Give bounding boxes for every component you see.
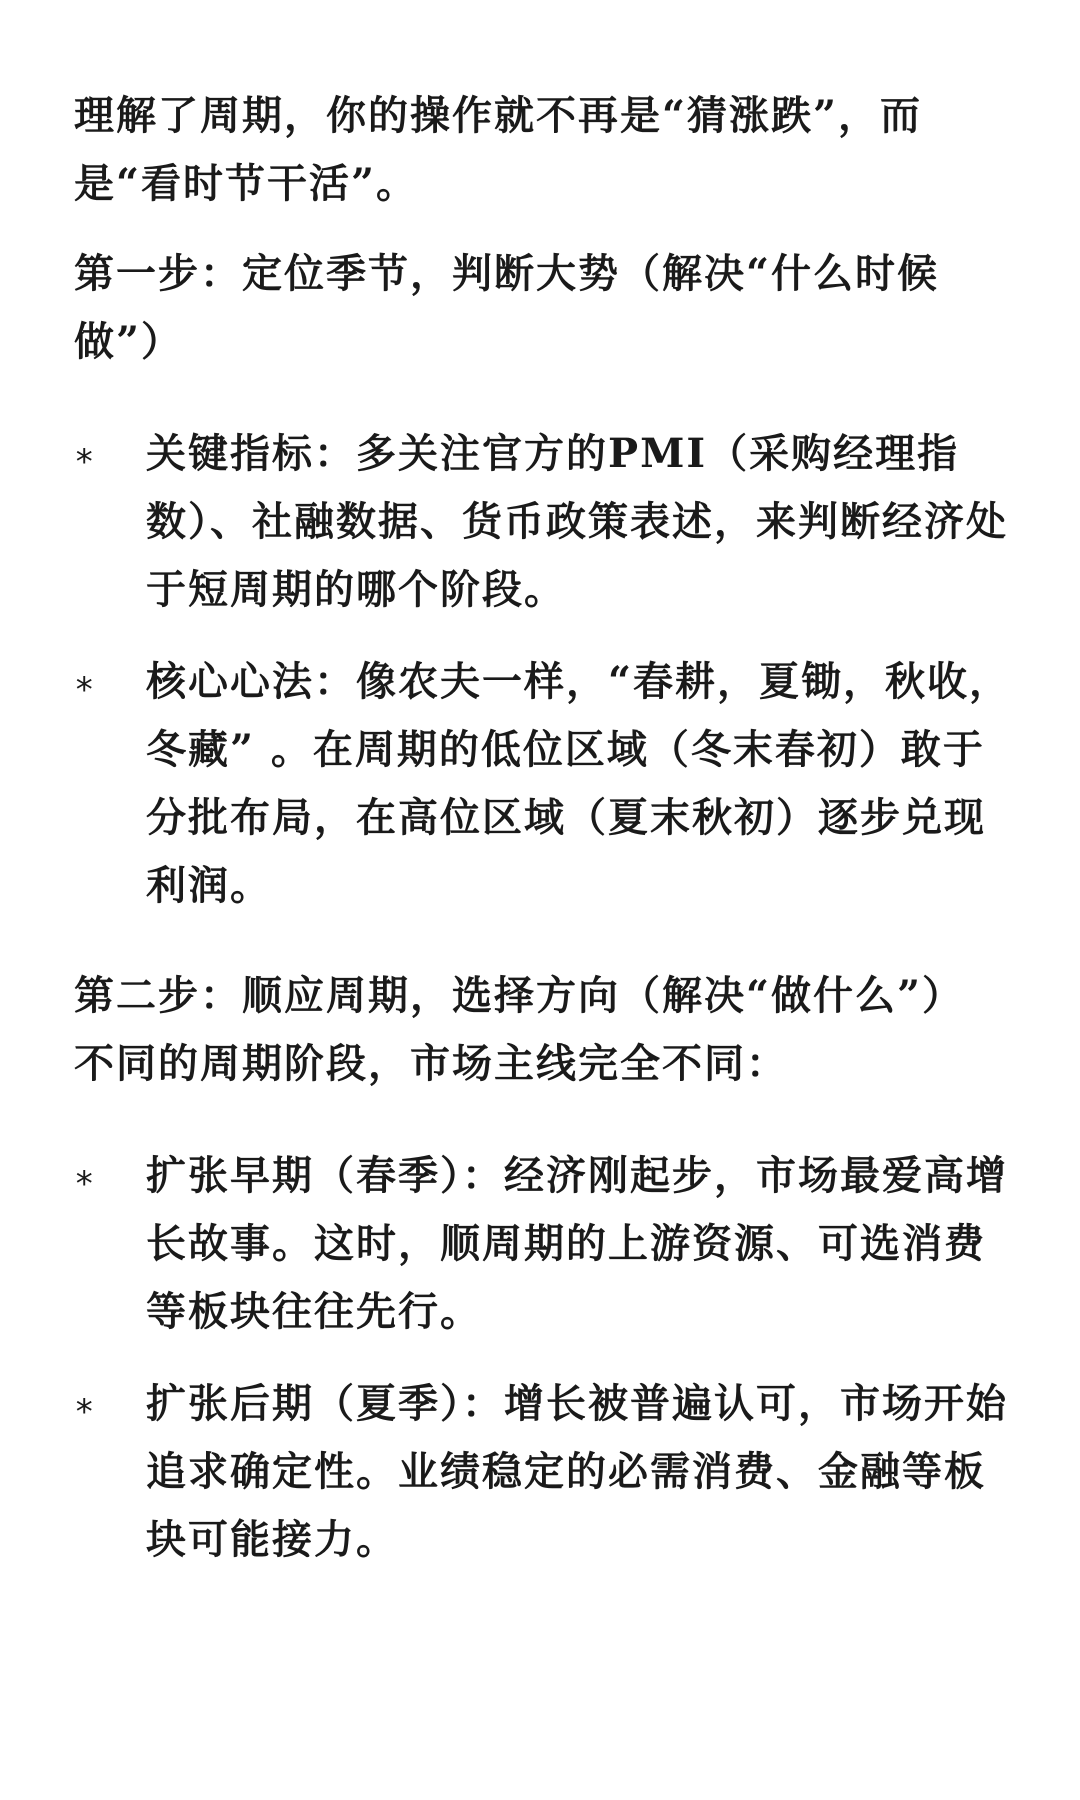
list-item — [74, 1142, 1014, 1346]
step2-heading: 第二步：顺应周期，选择方向（解决“做什么”） — [74, 972, 965, 1019]
list-item — [74, 420, 1014, 624]
list-item-text: 扩张后期（夏季）：增长被普遍认可，市场开始追求确定性。业绩稳定的必需消费、金融等板块可能接力。 — [146, 1380, 1008, 1563]
list-item-text: 关键指标：多关注官方的PMI（采购经理指数）、社融数据、货币政策表述，来判断经济处于短周期的哪个阶段。 — [146, 430, 1008, 613]
step2-subtitle: 不同的周期阶段，市场主线完全不同： — [74, 1040, 788, 1087]
step1-bullet-list — [74, 420, 1014, 920]
bullet-marker: * — [74, 670, 97, 710]
bullet-marker: * — [74, 1392, 97, 1432]
bullet-marker: * — [74, 1164, 97, 1204]
article-body — [74, 82, 1014, 1598]
list-item — [74, 1370, 1014, 1574]
list-item-text: 扩张早期（春季）：经济刚起步，市场最爱高增长故事。这时，顺周期的上游资源、可选消费等板块往往先行。 — [146, 1152, 1008, 1335]
list-item — [74, 648, 1014, 920]
step1-heading: 第一步：定位季节，判断大势（解决“什么时候做”） — [74, 250, 940, 365]
intro-paragraph: 理解了周期，你的操作就不再是“猜涨跌”，而是“看时节干活”。 — [74, 92, 923, 207]
bullet-marker: * — [74, 442, 97, 482]
step2-bullet-list — [74, 1142, 1014, 1574]
list-item-text: 核心心法：像农夫一样，“春耕，夏锄，秋收，冬藏” 。在周期的低位区域（冬末春初）敢于分批布局，在高位区域（夏末秋初）逐步兑现利润。 — [146, 658, 1012, 909]
